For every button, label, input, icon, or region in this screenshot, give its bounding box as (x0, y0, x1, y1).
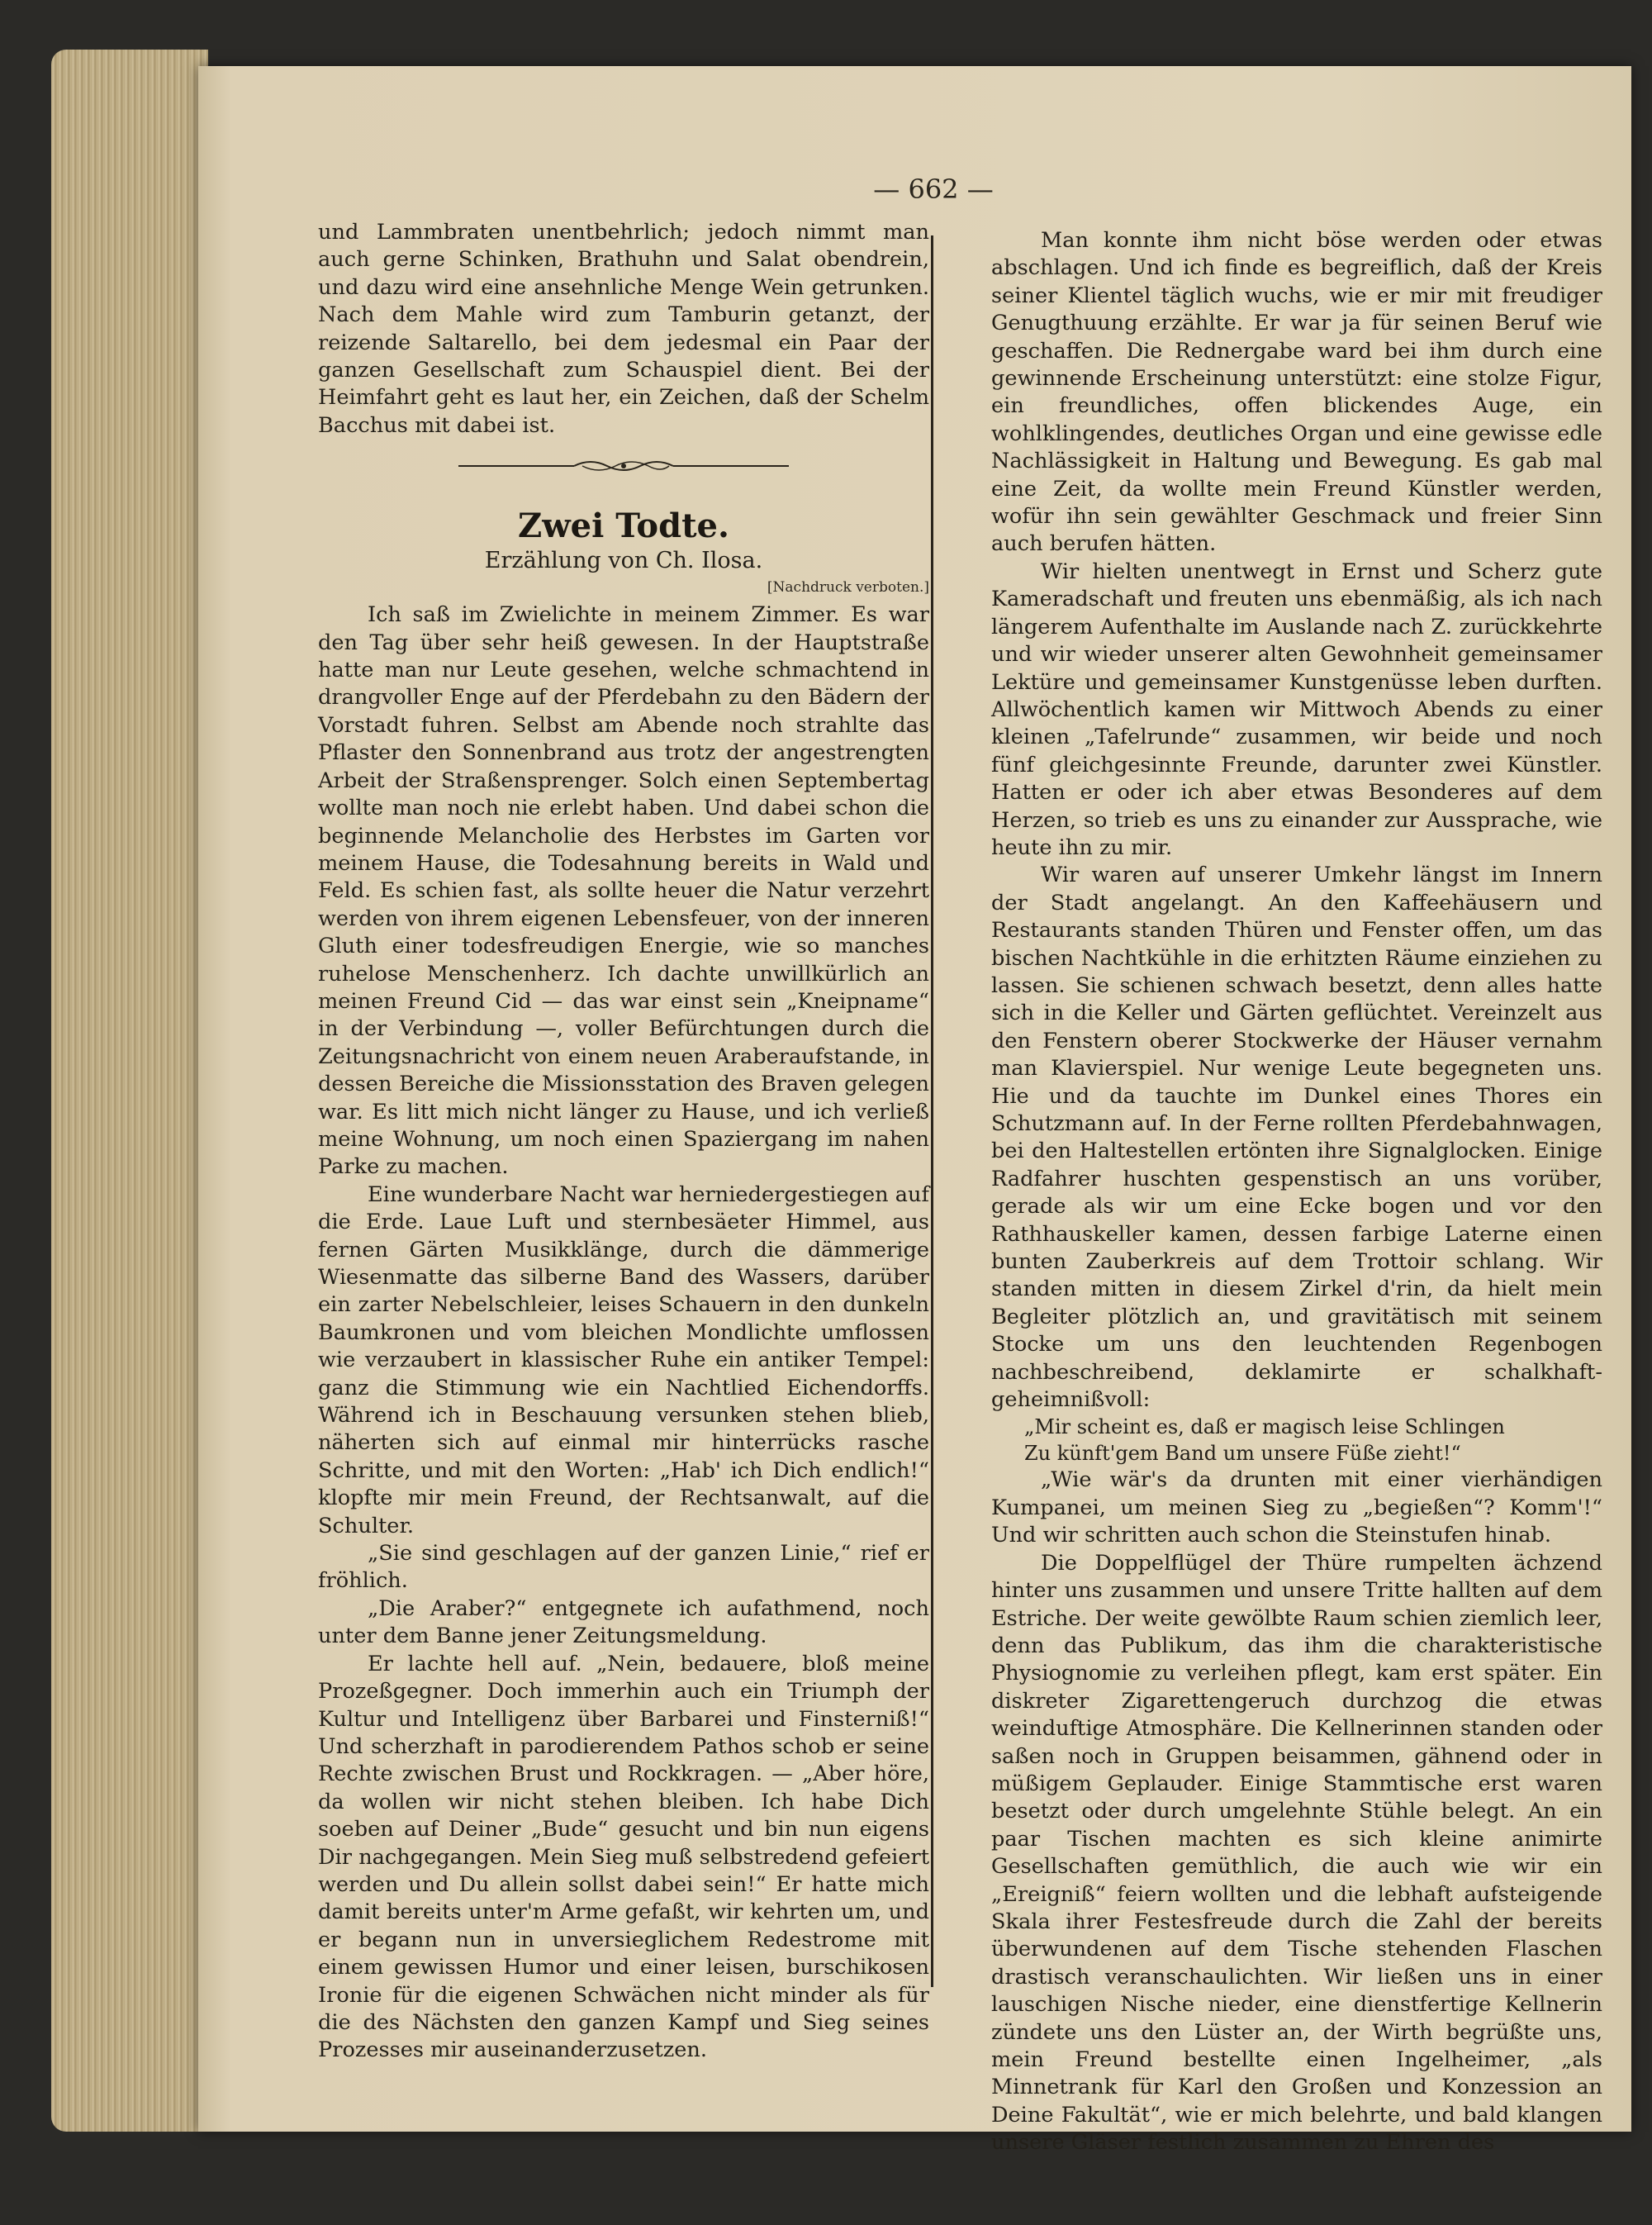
story-title: Zwei Todte. (518, 506, 729, 546)
story-paragraph: Eine wunderbare Nacht war herniedergestiegen auf die Erde. Laue Luft und sternbesäeter Himmel, aus fernen Gärten Musikklänge, durch die dämmerige Wiesenmatte das silberne Band des Wassers, darüber ein zarter Nebelschleier, leises Schauern in den dunkeln Baumkronen und vom bleichen Mondlichte umflossen wie verzaubert in klassischer Ruhe ein antiker Tempel: ganz die Stimmung wie ein Nachtlied Eichendorffs. Während ich in Beschauung versunken stehen blieb, näherten sich auf einmal mir hinterrücks rasche Schritte, und mit den Worten: „Hab' ich Dich endlich!“ klopfte mir mein Freund, der Rechtsanwalt, auf die Schulter. (318, 1181, 929, 1538)
verse-line: Zu künft'gem Band um unsere Füße zieht!“ (1024, 1442, 1461, 1466)
story-paragraph: Ich saß im Zwielichte in meinem Zimmer. Es war den Tag über sehr heiß gewesen. In der Hauptstraße hatte man nur Leute gesehen, welche schmachtend in drangvoller Enge auf der Pferdebahn zu den Bädern der Vorstadt fuhren. Selbst am Abende noch strahlte das Pflaster den Sonnenbrand aus trotz der angestrengten Arbeit der Straßensprenger. Solch einen Septembertag wollte man noch nie erlebt haben. Und dabei schon die beginnende Melancholie des Herbstes im Garten vor meinem Hause, die Todesahnung bereits in Wald und Feld. Es schien fast, als sollte heuer die Natur verzehrt werden von ihrem eigenen Lebensfeuer, von der inneren Gluth einer todesfreudigen Energie, wie so manches ruhelose Menschenherz. Ich dachte unwillkürlich an meinen Freund Cid — das war einst sein „Kneipname“ in der Verbindung —, voller Befürchtungen durch die Zeitungsnachricht von einem neuen Araberaufstande, in dessen Bereiche die Missionsstation des Braven gelegen war. Es litt mich nicht länger zu Hause, und ich verließ meine Wohnung, um noch einen Spaziergang im nahen Parke zu machen. (318, 602, 929, 1180)
column-divider-rule (931, 235, 933, 1987)
page-number: — 662 — (873, 174, 994, 205)
intro-paragraph: und Lammbraten unentbehrlich; jedoch nimmt man auch gerne Schinken, Brathuhn und Salat obendrein, und dazu wird eine ansehnliche Menge Wein getrunken. Nach dem Mahle wird zum Tamburin getanzt, der reizende Saltarello, bei dem jedesmal ein Paar der ganzen Gesellschaft zum Schauspiel dient. Bei der Heimfahrt geht es laut her, ein Zeichen, daß der Schelm Bacchus mit dabei ist. (318, 220, 929, 438)
story-paragraph: „Wie wär's da drunten mit einer vierhändigen Kumpanei, um meinen Sieg zu „begießen“? Komm'!“ Und wir schritten auch schon die Steinstufen hinab. (991, 1467, 1602, 1548)
ornamental-divider (318, 458, 929, 491)
book-page-edges (51, 50, 208, 2132)
story-subtitle: Erzählung von Ch. Ilosa. (484, 548, 763, 574)
verse-line: „Mir scheint es, daß er magisch leise Schlingen (1024, 1415, 1505, 1439)
story-paragraph: Man konnte ihm nicht böse werden oder etwas abschlagen. Und ich finde es begreiflich, daß der Kreis seiner Klientel täglich wuchs, wie er mir mit freudiger Genugthuung erzählte. Er war ja für seinen Beruf wie geschaffen. Die Rednergabe ward bei ihm durch eine gewinnende Erscheinung unterstützt: eine stolze Figur, ein freundliches, offen blickendes Auge, ein wohlklingendes, deutliches Organ und eine gewisse edle Nachlässigkeit in Haltung und Bewegung. Es gab mal eine Zeit, da wollte mein Freund Künstler werden, wofür ihn sein gewählter Geschmack und freier Sinn auch berufen hätten. (991, 228, 1602, 557)
right-column (991, 227, 1602, 2157)
story-paragraph: Wir waren auf unserer Umkehr längst im Innern der Stadt angelangt. An den Kaffeehäusern und Restaurants standen Thüren und Fenster offen, um das bischen Nachtkühle in die erhitzten Räume einziehen zu lassen. Sie schienen schwach besetzt, denn alles hatte sich in die Keller und Gärten geflüchtet. Vereinzelt aus den Fenstern oberer Stockwerke der Häuser vernahm man Klavierspiel. Nur wenige Leute begegneten uns. Hie und da tauchte im Dunkel eines Thores ein Schutzmann auf. In der Ferne rollten Pferdebahnwagen, bei den Haltestellen ertönten ihre Signalglocken. Einige Radfahrer huschten gespenstisch an uns vorüber, gerade als wir um eine Ecke bogen und vor den Rathhauskeller kamen, dessen farbige Laterne einen bunten Zauberkreis auf dem Trottoir schlang. Wir standen mitten in diesem Zirkel d'rin, da hielt mein Begleiter plötzlich an, und gravitätisch mit seinem Stocke um uns den leuchtenden Regenbogen nachbeschreibend, deklamirte er schalkhaft-geheimnißvoll: (991, 863, 1602, 1413)
copyright-note: [Nachdruck verboten.] (767, 579, 929, 597)
story-paragraph: Wir hielten unentwegt in Ernst und Scherz gute Kameradschaft und freuten uns ebenmäßig, als ich nach längerem Aufenthalte im Auslande nach Z. zurückkehrte und wir wieder unserer alten Gewohnheit gemeinsamer Lektüre und gemeinsamer Kunstgenüsse leben durften. Allwöchentlich kamen wir Mittwoch Abends zu einer kleinen „Tafelrunde“ zusammen, wir beide und noch fünf gleichgesinnte Freunde, darunter zwei Künstler. Hatten er oder ich aber etwas Besonderes auf dem Herzen, so trieb es uns zu einander zur Aussprache, wie heute ihn zu mir. (991, 559, 1602, 860)
story-paragraph: Die Doppelflügel der Thüre rumpelten ächzend hinter uns zusammen und unsere Tritte hallten auf dem Estriche. Der weite gewölbte Raum schien ziemlich leer, denn das Publikum, das ihm die charakteristische Physiognomie zu verleihen pflegt, kam erst später. Ein diskreter Zigarettengeruch durchzog die etwas weinduftige Atmosphäre. Die Kellnerinnen standen oder saßen noch in Gruppen beisammen, gähnend oder in müßigem Geplauder. Einige Stammtische erst waren besetzt oder durch umgelehnte Stühle belegt. An ein paar Tischen machten es sich kleine animirte Gesellschaften gemüthlich, die auch wie wir ein „Ereigniß“ feiern wollten und die lebhaft aufsteigende Skala ihrer Festesfreude durch die Zahl der bereits überwundenen auf dem Tische stehenden Flaschen drastisch veranschaulichten. Wir ließen uns in einer lauschigen Nische nieder, eine dienstfertige Kellnerin zündete uns den Lüster an, der Wirth begrüßte uns, mein Freund bestellte einen Ingelheimer, „als Minnetrank für Karl den Großen und Konzession an Deine Fakultät“, wie er mich belehrte, und bald klangen unsere Gläser festlich zusammen zu Ehren des (991, 1550, 1602, 2156)
divider-ornament-icon (458, 458, 789, 474)
story-paragraph: „Die Araber?“ entgegnete ich aufathmend, noch unter dem Banne jener Zeitungsmeldung. (318, 1595, 929, 1649)
left-column (318, 219, 929, 2065)
story-paragraph: Er lachte hell auf. „Nein, bedauere, bloß meine Prozeßgegner. Doch immerhin auch ein Triumph der Kultur und Intelligenz über Barbarei und Finsterniß!“ Und scherzhaft in parodierendem Pathos schob er seine Rechte zwischen Brust und Rockkragen. — „Aber höre, da wollen wir nicht stehen bleiben. Ich habe Dich soeben auf Deiner „Bude“ gesucht und bin nun eigens Dir nachgegangen. Mein Sieg muß selbstredend gefeiert werden und Du allein sollst dabei sein!“ Er hatte mich damit bereits unter'm Arme gefaßt, wir kehrten um, und er begann nun in unversieglichem Redestrome mit einem gewissen Humor und einer leisen, burschikosen Ironie für die eigenen Schwächen nicht minder als für die des Nächsten den ganzen Kampf und Sieg seines Prozesses mir auseinanderzusetzen. (318, 1651, 929, 2063)
story-paragraph: „Sie sind geschlagen auf der ganzen Linie,“ rief er fröhlich. (318, 1541, 929, 1594)
